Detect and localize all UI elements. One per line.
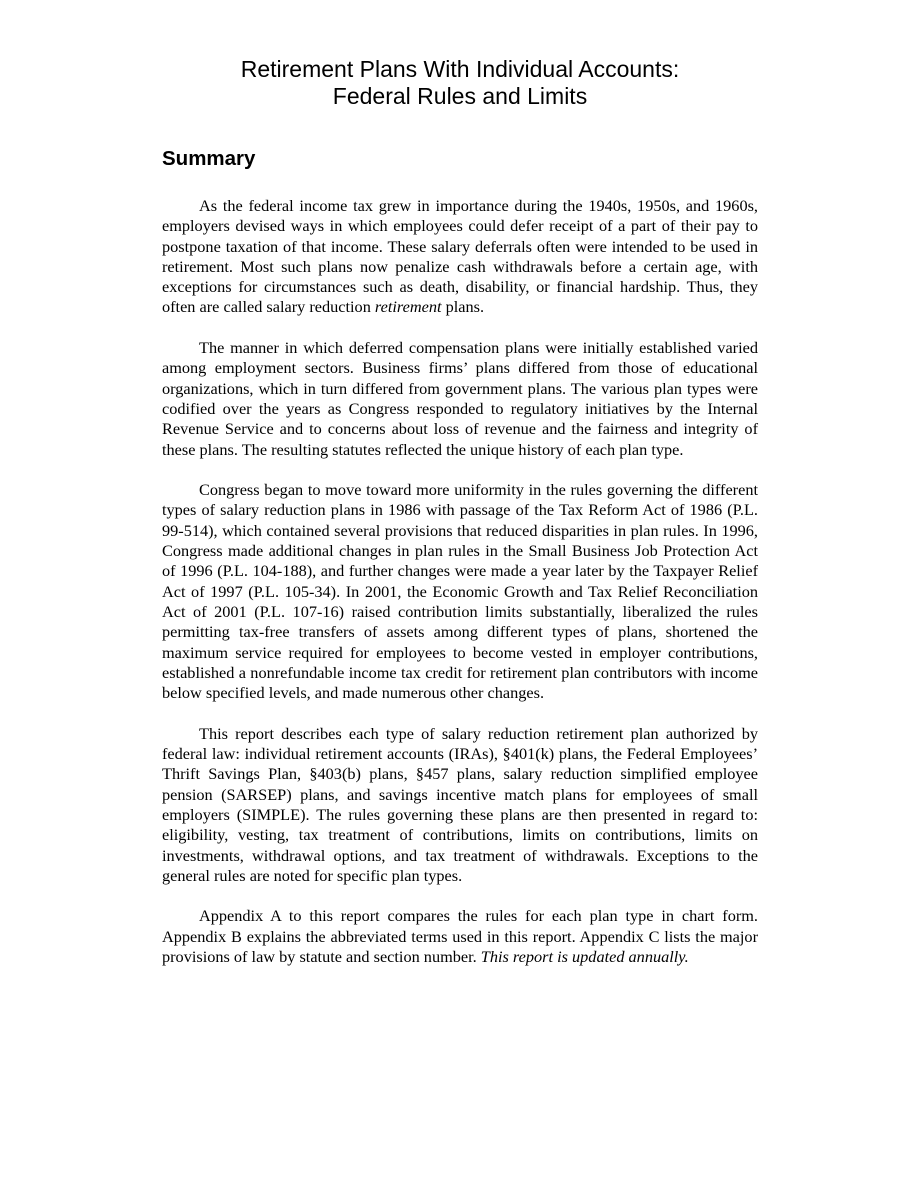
- document-page: [162, 56, 758, 967]
- section-heading-summary: Summary: [162, 147, 256, 170]
- title-line-1: Retirement Plans With Individual Accounts:: [240, 56, 680, 82]
- paragraph-1: [162, 196, 758, 318]
- paragraph-1-end: plans.: [441, 297, 485, 317]
- paragraph-5-italic: This report is updated annually.: [480, 946, 689, 966]
- paragraph-1-italic: retirement: [374, 297, 442, 317]
- paragraph-5-text: Appendix A to this report compares the rules for each plan type in chart form. Appendix B explains the abbreviated terms used in this report. Appendix C lists the major provisions of law by statute and section number.: [162, 906, 758, 966]
- page-title: [162, 56, 758, 110]
- paragraph-5: [162, 906, 758, 967]
- paragraph-1-text: As the federal income tax grew in importance during the 1940s, 1950s, and 1960s, employers devised ways in which employees could defer receipt of a part of their pay to postpone taxation of that income. These salary deferrals often were intended to be used in retirement. Most such plans now penalize cash withdrawals before a certain age, with exceptions for circumstances such as death, disability, or financial hardship. Thus, they often are called salary reduction: [162, 196, 758, 317]
- title-line-2: Federal Rules and Limits: [332, 83, 588, 109]
- paragraph-2: The manner in which deferred compensation plans were initially established varied among employment sectors. Business firms’ plans differed from those of educational organizations, which in turn differed from government plans. The various plan types were codified over the years as Congress responded to regulatory initiatives by the Internal Revenue Service and to concerns about loss of revenue and the fairness and integrity of these plans. The resulting statutes reflected the unique history of each plan type.: [162, 338, 758, 459]
- paragraph-4: This report describes each type of salary reduction retirement plan authorized by federal law: individual retirement accounts (IRAs), §401(k) plans, the Federal Employees’ Thrift Savings Plan, §403(b) plans, §457 plans, salary reduction simplified employee pension (SARSEP) plans, and savings incentive match plans for employees of small employers (SIMPLE). The rules governing these plans are then presented in regard to: eligibility, vesting, tax treatment of contributions, limits on contributions, limits on investments, withdrawal options, and tax treatment of withdrawals. Exceptions to the general rules are noted for specific plan types.: [162, 723, 758, 885]
- paragraph-3: Congress began to move toward more uniformity in the rules governing the different types of salary reduction plans in 1986 with passage of the Tax Reform Act of 1986 (P.L. 99-514), which contained several provisions that reduced disparities in plan rules. In 1996, Congress made additional changes in plan rules in the Small Business Job Protection Act of 1996 (P.L. 104-188), and further changes were made a year later by the Taxpayer Relief Act of 1997 (P.L. 105-34). In 2001, the Economic Growth and Tax Relief Reconciliation Act of 2001 (P.L. 107-16) raised contribution limits substantially, liberalized the rules permitting tax-free transfers of assets among different types of plans, shortened the maximum service required for employees to become vested in employer contributions, established a nonrefundable income tax credit for retirement plan contributors with income below specified levels, and made numerous other changes.: [162, 480, 758, 703]
